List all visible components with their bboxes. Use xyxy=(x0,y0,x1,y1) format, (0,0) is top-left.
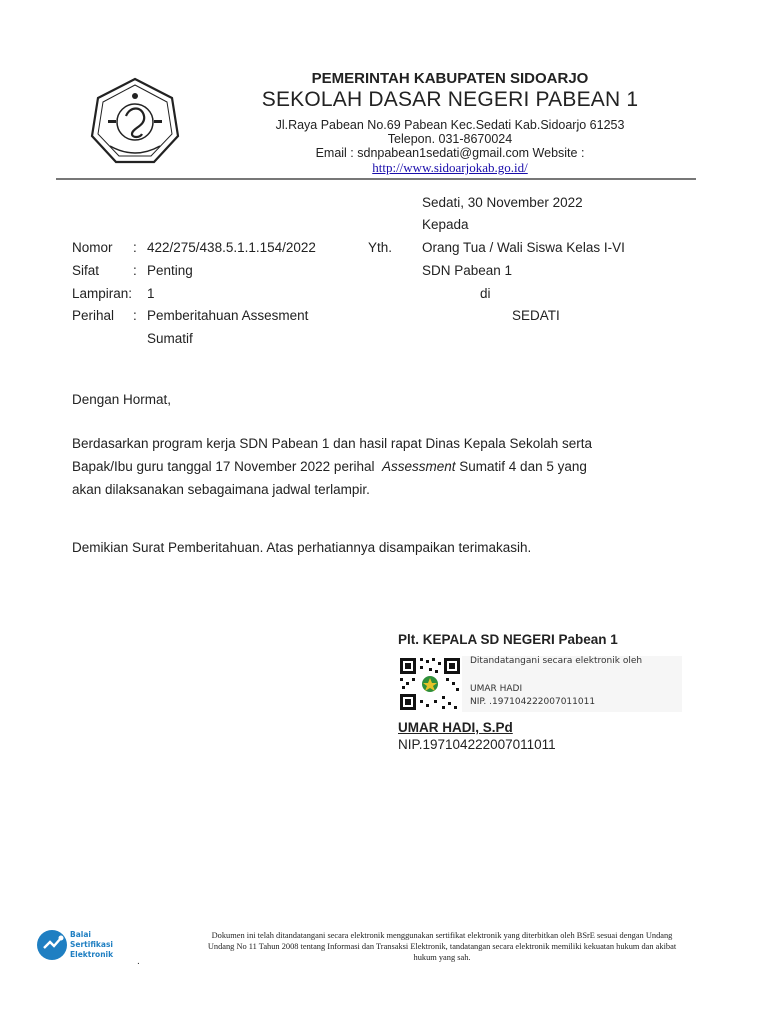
letter-date: Sedati, 30 November 2022 xyxy=(422,195,583,210)
yth-label: Yth. xyxy=(368,240,393,255)
bsre-line-3: Elektronik xyxy=(70,950,114,959)
bsre-logo xyxy=(36,928,136,962)
esign-name: UMAR HADI xyxy=(470,684,523,694)
esign-disclaimer xyxy=(152,930,732,963)
sifat-label: Sifat xyxy=(72,263,100,278)
school-email: Email : sdnpabean1sedati@gmail.com Website : xyxy=(315,146,585,160)
website-link[interactable]: http://www.sidoarjokab.go.id/ xyxy=(372,160,528,175)
body-line-1: Berdasarkan program kerja SDN Pabean 1 dan hasil rapat Dinas Kepala Sekolah serta xyxy=(72,436,593,451)
recipient-line-2: SDN Pabean 1 xyxy=(422,263,513,278)
disclaimer-line-2: Undang No 11 Tahun 2008 tentang Informasi dan Transaksi Elektronik, tandatangan secara elektronik memiliki kekuatan hukum dan akibat xyxy=(207,942,677,951)
disclaimer-line-3: hukum yang sah. xyxy=(413,953,471,962)
government-name: PEMERINTAH KABUPATEN SIDOARJO xyxy=(311,70,589,87)
disclaimer-line-1: Dokumen ini telah ditandatangani secara elektronik menggunakan sertifikat elektronik yang diterbitkan oleh BSrE sesuai dengan Undang xyxy=(211,931,673,940)
nomor-colon: : xyxy=(133,240,137,255)
destination-place: SEDATI xyxy=(512,308,560,323)
body-line-3: akan dilaksanakan sebagaimana jadwal terlampir. xyxy=(72,482,370,497)
bsre-line-1: Balai xyxy=(70,930,91,939)
footer-dot: . xyxy=(137,956,140,967)
qr-code-icon xyxy=(398,656,462,712)
school-name: SEKOLAH DASAR NEGERI PABEAN 1 xyxy=(261,88,639,111)
signatory-title: Plt. KEPALA SD NEGERI Pabean 1 xyxy=(398,632,618,647)
signatory-name: UMAR HADI, S.Pd xyxy=(398,720,513,735)
bsre-line-2: Sertifikasi xyxy=(70,940,113,949)
school-address: Jl.Raya Pabean No.69 Pabean Kec.Sedati Kab.Sidoarjo 61253 xyxy=(275,118,625,132)
recipient-line-1: Orang Tua / Wali Siswa Kelas I-VI xyxy=(422,240,625,255)
school-phone: Telepon. 031-8670024 xyxy=(387,132,513,146)
body-paragraph xyxy=(72,432,662,501)
signatory-nip: NIP.197104222007011011 xyxy=(398,737,556,752)
regency-emblem-logo xyxy=(88,76,182,166)
closing-sentence: Demikian Surat Pemberitahuan. Atas perhatiannya disampaikan terimakasih. xyxy=(72,540,532,555)
lampiran-value: 1 xyxy=(147,286,155,301)
letterhead-divider xyxy=(56,178,696,180)
esign-nip: NIP. .197104222007011011 xyxy=(470,697,596,707)
perihal-value: Pemberitahuan Assesment xyxy=(147,308,309,323)
sifat-colon: : xyxy=(133,263,137,278)
to-label: Kepada xyxy=(422,217,469,232)
body-line-2: Bapak/Ibu guru tanggal 17 November 2022 perihal Assessment Sumatif 4 dan 5 yang xyxy=(72,459,587,474)
perihal-value-cont: Sumatif xyxy=(147,331,193,346)
di-label: di xyxy=(480,286,491,301)
sifat-value: Penting xyxy=(147,263,193,278)
perihal-label: Perihal xyxy=(72,308,115,323)
nomor-value: 422/275/438.5.1.1.154/2022 xyxy=(147,240,316,255)
nomor-label: Nomor xyxy=(72,240,113,255)
lampiran-label: Lampiran: xyxy=(72,286,133,301)
esign-caption: Ditandatangani secara elektronik oleh xyxy=(470,656,643,666)
assessment-term: Assessment xyxy=(381,459,456,474)
greeting: Dengan Hormat, xyxy=(72,392,172,407)
perihal-colon: : xyxy=(133,308,137,323)
